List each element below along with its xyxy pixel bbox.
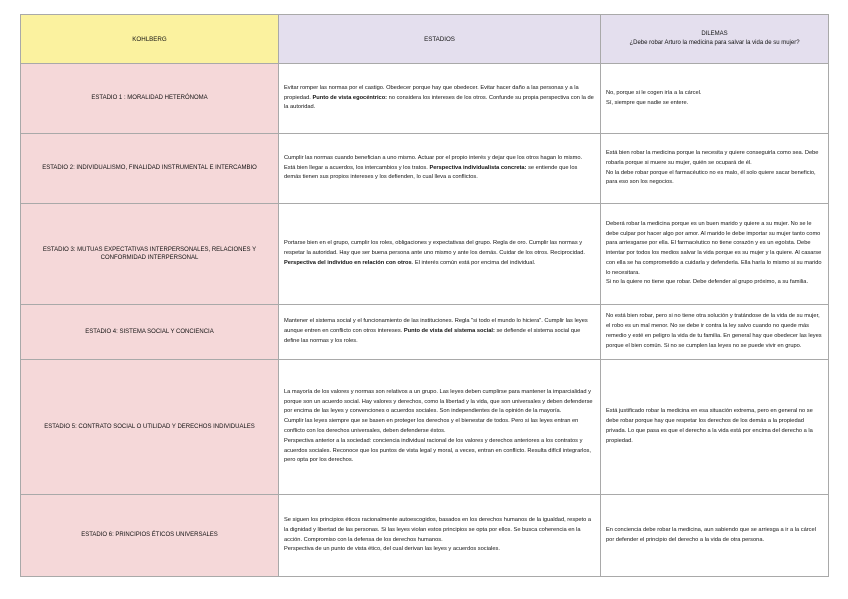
- header-kohlberg: KOHLBERG: [21, 15, 279, 64]
- kohlberg-table: [20, 14, 829, 577]
- stage-perspective-label: Punto de vista egocéntrico:: [312, 94, 388, 101]
- stage-row: [21, 204, 829, 305]
- stage-text: La mayoría de los valores y normas son relativos a un grupo. Las leyes deben cumplirse para mantener la imparcialidad y porque son un acuerdo social. Hay valores y derechos, como la libertad y la vida, que son universales y deben defenderse por encima de las leyes y convenciones o acuerdos sociales. Son independientes de la opinión de la mayoría. Cumplir las leyes siempre que se basen en proteger los derechos y el bienestar de todos. Pero si las leyes entran en conflicto con los derechos universales, deben defenderse éstos. Perspectiva anterior a la sociedad: conciencia individual racional de los valores y derechos anteriores a los contratos y acuerdos sociales. Reconoce que los puntos de vista legal y moral, a veces, entran en conflicto. Resulta difícil integrarlos, pero opta por los derechos.: [284, 388, 593, 464]
- dilemas-title: DILEMAS: [701, 31, 728, 37]
- stage-row: [21, 360, 829, 495]
- stage-label: ESTADIO 5: CONTRATO SOCIAL O UTILIDAD Y DERECHOS INDIVIDUALES: [21, 360, 279, 495]
- stage-description: [279, 305, 601, 360]
- stage-description: [279, 360, 601, 495]
- stage-perspective-text: no considera los intereses de los otros. Confunde su propia perspectiva con la de la autoridad.: [284, 94, 594, 111]
- stage-perspective-text: se defiende el sistema social que define las normas y los roles.: [284, 328, 581, 344]
- stage-label: ESTADIO 1 : MORALIDAD HETERÓNOMA: [21, 64, 279, 134]
- dilemma-answer: Está justificado robar la medicina en esa situación extrema, pero en general no se debe robar porque hay que respetar los derechos de los demás a la propiedad privada. Lo que pasa es que el derecho a la vida está por encima del derecho a la propiedad.: [601, 360, 829, 495]
- stage-label: ESTADIO 6: PRINCIPIOS ÉTICOS UNIVERSALES: [21, 495, 279, 577]
- stage-text: Se siguen los principios éticos racionalmente autoescogidos, basados en los derechos humanos de la igualdad, respeto a la dignidad y libertad de las personas. Si las leyes violan estos principios se opta por ellos. Se busca coherencia en la acción. Compromiso con la defensa de los derechos humanos. Perspectiva de un punto de vista ético, del cual derivan las leyes y acuerdos sociales.: [284, 516, 592, 553]
- header-estadios: ESTADIOS: [279, 15, 601, 64]
- header-row: [21, 15, 829, 64]
- stage-row: [21, 134, 829, 204]
- stage-text: Evitar romper las normas por el castigo. Obedecer porque hay que obedecer. Evitar hacer daño a las personas y a la propiedad.: [284, 84, 579, 101]
- dilemma-answer: No, porque si le cogen iría a la cárcel. Sí, siempre que nadie se entere.: [601, 64, 829, 134]
- stage-text: Mantener el sistema social y el funcionamiento de las instituciones. Regla "si todo el mundo lo hiciera". Cumplir las leyes aunque entren en conflicto con otros intereses.: [284, 318, 588, 335]
- stage-description: [279, 204, 601, 305]
- stage-perspective-text: . El interés común está por encima del individual.: [411, 259, 536, 266]
- dilemas-question: ¿Debe robar Arturo la medicina para salvar la vida de su mujer?: [629, 40, 800, 46]
- stage-perspective-text: se entiende que los demás tienen sus propios intereses y los defienden, lo cual lleva a conflictos.: [284, 164, 578, 181]
- stage-description: [279, 64, 601, 134]
- stage-row: [21, 64, 829, 134]
- dilemma-answer: En conciencia debe robar la medicina, aun sabiendo que se arriesga a ir a la cárcel por defender el principio del derecho a la vida de otra persona.: [601, 495, 829, 577]
- stage-label: ESTADIO 3: MUTUAS EXPECTATIVAS INTERPERSONALES, RELACIONES Y CONFORMIDAD INTERPERSONAL: [21, 204, 279, 305]
- stage-text: Cumplir las normas cuando benefician a uno mismo. Actuar por el propio interés y dejar que los otros hagan lo mismo. Está bien llegar a acuerdos, los intercambios y los tratos.: [284, 154, 583, 171]
- stage-perspective-label: Punto de vista del sistema social:: [403, 328, 495, 335]
- stage-row: [21, 305, 829, 360]
- dilemma-answer: Deberá robar la medicina porque es un buen marido y quiere a su mujer. No se le debe culpar por hacer algo por amor. Al marido le debe importar su mujer tanto como para arriesgarse por ella. El farmacéutico no tiene corazón y es un egoísta. Debe intentar por todos los medios salvar la vida porque es su mujer y la quiere. Al casarse con ella se ha comprometido a cuidarla y defenderla. Ella haría lo mismo si su marido lo necesitara. Si no la quiere no tiene que robar. Debe defender al grupo próximo, a su familia.: [601, 204, 829, 305]
- header-dilemas: [601, 15, 829, 64]
- stage-text: Portarse bien en el grupo, cumplir los roles, obligaciones y expectativas del grupo. Regla de oro. Cumplir las normas y respetar la autoridad. Hay que ser buena persona ante uno mismo y ante los demás. Cuidar de los otros. Reciprocidad.: [284, 240, 585, 257]
- stage-description: [279, 495, 601, 577]
- dilemma-answer: Está bien robar la medicina porque la necesita y quiere conseguirla como sea. Debe robarla porque si muere su mujer, quién se ocupará de él. No la debe robar porque el farmacéutico no es malo, él solo quiere sacar beneficio, para eso son los negocios.: [601, 134, 829, 204]
- stage-perspective-label: Perspectiva individualista concreta:: [429, 164, 527, 171]
- stage-perspective-label: Perspectiva del individuo en relación con otros: [284, 259, 412, 266]
- stage-label: ESTADIO 2: INDIVIDUALISMO, FINALIDAD INSTRUMENTAL E INTERCAMBIO: [21, 134, 279, 204]
- stage-label: ESTADIO 4: SISTEMA SOCIAL Y CONCIENCIA: [21, 305, 279, 360]
- dilemma-answer: No está bien robar, pero si no tiene otra solución y tratándose de la vida de su mujer, el robo es un mal menor. No se debe ir contra la ley salvo cuando no quede más remedio y esté en peligro la vida de tu familia. En general hay que obedecer las leyes porque el bien común. Si no se cumplen las leyes no se puede vivir en grupo.: [601, 305, 829, 360]
- stage-row: [21, 495, 829, 577]
- stage-description: [279, 134, 601, 204]
